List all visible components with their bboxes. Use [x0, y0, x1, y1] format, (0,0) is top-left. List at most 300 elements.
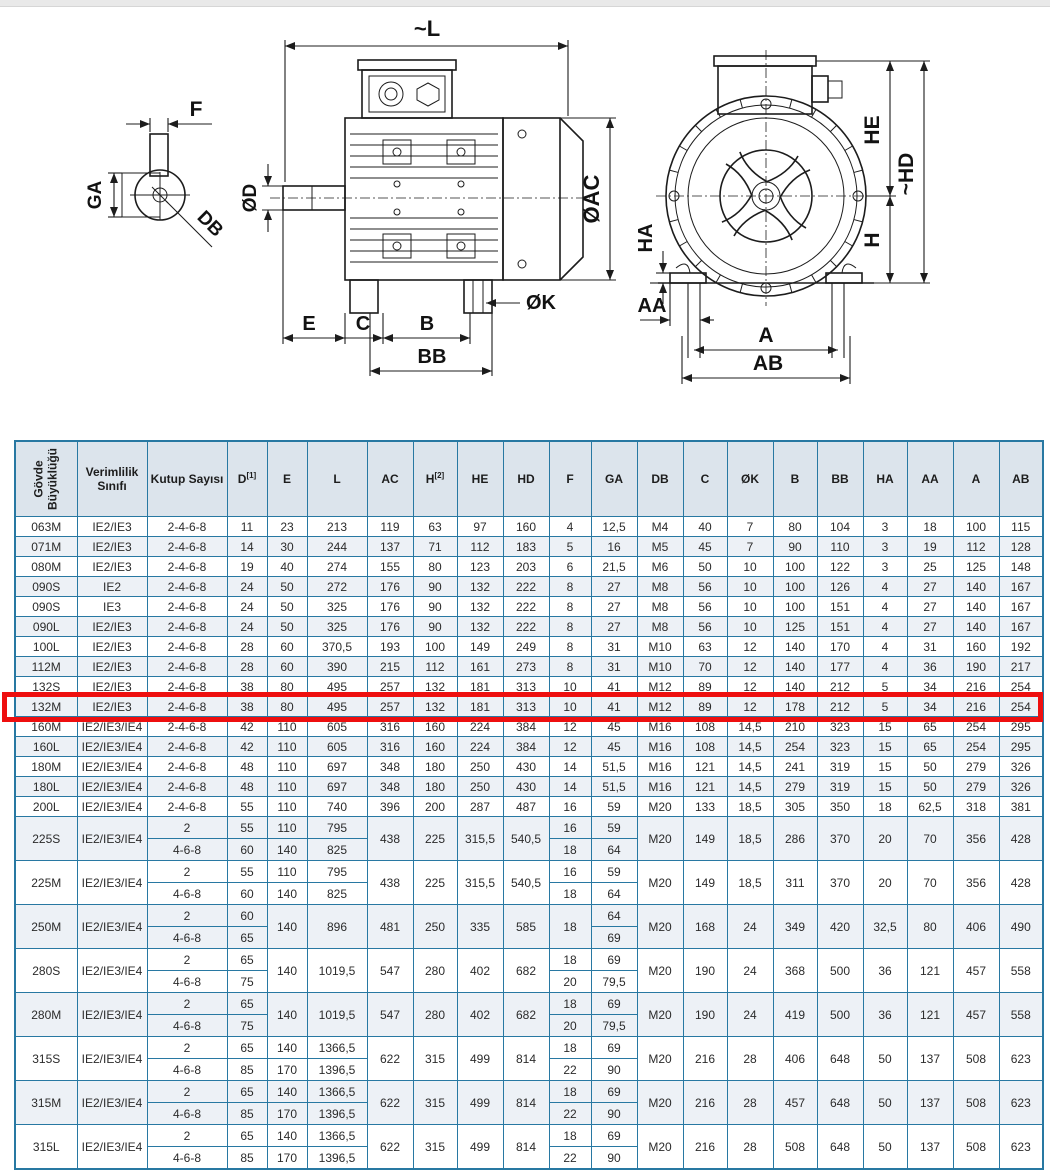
table-cell: 31 [591, 637, 637, 657]
table-cell: 323 [817, 717, 863, 737]
table-cell: 216 [953, 677, 999, 697]
table-cell: 176 [367, 617, 413, 637]
table-cell: 100 [773, 557, 817, 577]
table-cell: 254 [953, 717, 999, 737]
table-cell: 250 [413, 905, 457, 949]
table-cell: 121 [907, 949, 953, 993]
table-cell: 254 [773, 737, 817, 757]
table-cell: 80 [773, 517, 817, 537]
table-cell: 80 [267, 697, 307, 717]
table-cell: 14 [549, 777, 591, 797]
table-cell: 4 [863, 657, 907, 677]
table-cell: 3 [863, 537, 907, 557]
table-cell: 326 [999, 757, 1043, 777]
cell-efficiency-class: IE2/IE3 [77, 517, 147, 537]
table-cell: 438 [367, 861, 413, 905]
cell-pole-count: 4-6-8 [147, 1103, 227, 1125]
table-cell: 315,5 [457, 861, 503, 905]
table-cell: 137 [907, 1125, 953, 1170]
table-cell: 257 [367, 697, 413, 717]
table-cell: M12 [637, 677, 683, 697]
table-cell: 65 [227, 1037, 267, 1059]
table-row-200l [15, 797, 1043, 817]
table-row-180m [15, 757, 1043, 777]
dim-label-ga: GA [85, 180, 106, 210]
table-cell: 110 [267, 717, 307, 737]
table-cell: 402 [457, 993, 503, 1037]
table-row-315l [15, 1125, 1043, 1147]
table-cell: 28 [727, 1037, 773, 1081]
cell-frame-size: 090S [15, 597, 77, 617]
table-cell: M20 [637, 1081, 683, 1125]
table-cell: 14,5 [727, 737, 773, 757]
col-header-gövde-büyüklüğü [15, 441, 77, 517]
table-cell: 75 [227, 971, 267, 993]
table-cell: 20 [863, 861, 907, 905]
cell-pole-count: 2 [147, 817, 227, 839]
table-cell: M8 [637, 617, 683, 637]
table-cell: M12 [637, 697, 683, 717]
table-cell: 682 [503, 949, 549, 993]
table-row-112m [15, 657, 1043, 677]
motor-side-view-drawing [240, 16, 616, 376]
table-cell: M20 [637, 905, 683, 949]
table-cell: 181 [457, 697, 503, 717]
table-cell: 36 [863, 993, 907, 1037]
table-cell: 34 [907, 677, 953, 697]
table-cell: 38 [227, 697, 267, 717]
cell-frame-size: 090S [15, 577, 77, 597]
table-cell: 115 [999, 517, 1043, 537]
table-cell: 64 [591, 905, 637, 927]
table-cell: M20 [637, 1037, 683, 1081]
table-cell: 110 [267, 861, 307, 883]
table-cell: 12 [727, 637, 773, 657]
table-cell: 4 [863, 577, 907, 597]
table-body [15, 517, 1043, 1170]
table-cell: 63 [683, 637, 727, 657]
table-cell: 27 [591, 577, 637, 597]
dim-label-he: HE [861, 115, 884, 145]
table-cell: 558 [999, 993, 1043, 1037]
table-cell: 10 [549, 677, 591, 697]
table-cell: 132 [457, 597, 503, 617]
table-cell: 140 [267, 1125, 307, 1147]
table-cell: 38 [227, 677, 267, 697]
table-cell: 104 [817, 517, 863, 537]
table-cell: 90 [773, 537, 817, 557]
table-cell: 133 [683, 797, 727, 817]
table-cell: 315 [413, 1037, 457, 1081]
table-cell: 40 [683, 517, 727, 537]
table-cell: 558 [999, 949, 1043, 993]
table-cell: M6 [637, 557, 683, 577]
table-cell: 27 [907, 597, 953, 617]
table-cell: 85 [227, 1059, 267, 1081]
table-cell: 287 [457, 797, 503, 817]
table-cell: 313 [503, 677, 549, 697]
table-cell: 305 [773, 797, 817, 817]
table-cell: 85 [227, 1103, 267, 1125]
table-cell: 500 [817, 993, 863, 1037]
table-cell: 279 [773, 777, 817, 797]
table-cell: 12 [727, 657, 773, 677]
table-cell: 7 [727, 537, 773, 557]
cell-efficiency-class: IE2/IE3/IE4 [77, 797, 147, 817]
col-header--k: ØK [727, 441, 773, 517]
table-cell: 1396,5 [307, 1059, 367, 1081]
table-cell: 203 [503, 557, 549, 577]
col-header-e: E [267, 441, 307, 517]
table-cell: 24 [227, 617, 267, 637]
table-cell: 508 [953, 1081, 999, 1125]
table-cell: M5 [637, 537, 683, 557]
cell-efficiency-class: IE2/IE3/IE4 [77, 757, 147, 777]
table-cell: 244 [307, 537, 367, 557]
table-cell: M10 [637, 657, 683, 677]
table-cell: 10 [549, 697, 591, 717]
table-cell: 132 [413, 677, 457, 697]
table-cell: 25 [907, 557, 953, 577]
table-cell: 295 [999, 717, 1043, 737]
table-cell: M16 [637, 737, 683, 757]
motor-front-view-drawing [635, 50, 930, 384]
cell-efficiency-class: IE2/IE3/IE4 [77, 1125, 147, 1170]
table-cell: 623 [999, 1125, 1043, 1170]
table-cell: 18,5 [727, 797, 773, 817]
table-cell: 216 [683, 1125, 727, 1170]
table-cell: 313 [503, 697, 549, 717]
table-cell: 28 [227, 637, 267, 657]
table-cell: 212 [817, 677, 863, 697]
table-cell: 622 [367, 1037, 413, 1081]
table-cell: 370 [817, 817, 863, 861]
table-cell: 10 [727, 597, 773, 617]
table-cell: 56 [683, 597, 727, 617]
table-cell: 697 [307, 757, 367, 777]
table-cell: 225 [413, 861, 457, 905]
table-cell: 216 [953, 697, 999, 717]
table-cell: 24 [727, 905, 773, 949]
table-cell: 18 [549, 883, 591, 905]
cell-frame-size: 090L [15, 617, 77, 637]
table-cell: 213 [307, 517, 367, 537]
col-header-db: DB [637, 441, 683, 517]
table-cell: 50 [863, 1081, 907, 1125]
table-cell: 85 [227, 1147, 267, 1170]
table-cell: 50 [267, 577, 307, 597]
cell-frame-size: 315M [15, 1081, 77, 1125]
cell-efficiency-class: IE2/IE3/IE4 [77, 861, 147, 905]
table-cell: 149 [683, 817, 727, 861]
cell-pole-count: 2 [147, 949, 227, 971]
table-cell: 1366,5 [307, 1037, 367, 1059]
cell-pole-count: 2-4-6-8 [147, 637, 227, 657]
table-cell: 316 [367, 737, 413, 757]
table-cell: 315 [413, 1081, 457, 1125]
table-cell: 224 [457, 737, 503, 757]
table-cell: 97 [457, 517, 503, 537]
table-cell: 5 [863, 697, 907, 717]
table-cell: 64 [591, 839, 637, 861]
table-cell: 10 [727, 557, 773, 577]
table-cell: 420 [817, 905, 863, 949]
header-row [15, 441, 1043, 517]
cell-frame-size: 112M [15, 657, 77, 677]
table-cell: 250 [457, 777, 503, 797]
table-cell: 428 [999, 861, 1043, 905]
table-cell: 60 [267, 657, 307, 677]
table-cell: 31 [907, 637, 953, 657]
col-header-b: B [773, 441, 817, 517]
cell-efficiency-class: IE2/IE3/IE4 [77, 1037, 147, 1081]
table-row-071m [15, 537, 1043, 557]
table-cell: 89 [683, 697, 727, 717]
table-cell: M8 [637, 577, 683, 597]
cell-efficiency-class: IE2/IE3 [77, 537, 147, 557]
table-cell: 69 [591, 993, 637, 1015]
table-cell: 190 [683, 949, 727, 993]
table-cell: 112 [457, 537, 503, 557]
table-cell: 547 [367, 993, 413, 1037]
table-cell: 30 [267, 537, 307, 557]
table-cell: 65 [227, 993, 267, 1015]
table-cell: 390 [307, 657, 367, 677]
cell-efficiency-class: IE2/IE3 [77, 697, 147, 717]
table-cell: 137 [367, 537, 413, 557]
table-cell: 132 [457, 577, 503, 597]
table-cell: 60 [227, 905, 267, 927]
table-cell: 148 [999, 557, 1043, 577]
table-cell: 110 [267, 737, 307, 757]
table-cell: 280 [413, 993, 457, 1037]
table-cell: 279 [953, 757, 999, 777]
table-cell: 814 [503, 1037, 549, 1081]
table-cell: 319 [817, 777, 863, 797]
table-row-090l [15, 617, 1043, 637]
table-cell: 623 [999, 1037, 1043, 1081]
table-cell: 499 [457, 1081, 503, 1125]
table-cell: M16 [637, 717, 683, 737]
table-cell: 65 [907, 737, 953, 757]
dim-label-ha: HA [635, 223, 657, 253]
table-cell: 27 [591, 617, 637, 637]
table-cell: 349 [773, 905, 817, 949]
table-cell: 110 [267, 777, 307, 797]
table-cell: 814 [503, 1125, 549, 1170]
table-cell: 190 [683, 993, 727, 1037]
table-cell: 140 [773, 637, 817, 657]
table-cell: 151 [817, 597, 863, 617]
table-cell: 499 [457, 1037, 503, 1081]
table-cell: 55 [227, 797, 267, 817]
table-cell: 697 [307, 777, 367, 797]
table-cell: 36 [907, 657, 953, 677]
table-cell: 56 [683, 617, 727, 637]
table-cell: 5 [863, 677, 907, 697]
table-cell: 50 [907, 757, 953, 777]
cell-efficiency-class: IE2/IE3/IE4 [77, 905, 147, 949]
table-cell: 16 [549, 861, 591, 883]
cell-pole-count: 2-4-6-8 [147, 617, 227, 637]
cell-frame-size: 080M [15, 557, 77, 577]
table-cell: 430 [503, 757, 549, 777]
cell-efficiency-class: IE2/IE3 [77, 657, 147, 677]
dim-label-c: C [355, 313, 371, 335]
table-cell: 457 [953, 993, 999, 1037]
table-cell: 318 [953, 797, 999, 817]
table-cell: 896 [307, 905, 367, 949]
table-cell: 34 [907, 697, 953, 717]
table-cell: 10 [727, 577, 773, 597]
table-cell: 216 [683, 1081, 727, 1125]
dim-label-ab: AB [752, 352, 784, 375]
table-cell: 215 [367, 657, 413, 677]
table-cell: 112 [953, 537, 999, 557]
table-cell: 311 [773, 861, 817, 905]
table-cell: 155 [367, 557, 413, 577]
table-cell: 508 [773, 1125, 817, 1170]
table-cell: 112 [413, 657, 457, 677]
cell-pole-count: 2-4-6-8 [147, 757, 227, 777]
table-row-250m [15, 905, 1043, 927]
cell-efficiency-class: IE2/IE3/IE4 [77, 1081, 147, 1125]
table-cell: 140 [267, 839, 307, 861]
table-cell: 59 [591, 817, 637, 839]
table-cell: 1019,5 [307, 993, 367, 1037]
table-cell: 222 [503, 577, 549, 597]
table-row-225s [15, 817, 1043, 839]
table-cell: 5 [549, 537, 591, 557]
table-cell: 65 [227, 1081, 267, 1103]
table-cell: 60 [227, 883, 267, 905]
table-cell: 795 [307, 861, 367, 883]
table-cell: 430 [503, 777, 549, 797]
table-cell: 126 [817, 577, 863, 597]
table-cell: M20 [637, 861, 683, 905]
table-cell: 335 [457, 905, 503, 949]
table-cell: 254 [999, 677, 1043, 697]
table-cell: 396 [367, 797, 413, 817]
table-cell: 140 [267, 949, 307, 993]
table-cell: M16 [637, 777, 683, 797]
table-cell: 8 [549, 657, 591, 677]
table-cell: 19 [907, 537, 953, 557]
table-cell: 540,5 [503, 817, 549, 861]
table-cell: 100 [773, 597, 817, 617]
table-cell: 3 [863, 557, 907, 577]
table-cell: 50 [863, 1037, 907, 1081]
table-cell: 547 [367, 949, 413, 993]
table-cell: 508 [953, 1037, 999, 1081]
col-header-l: L [307, 441, 367, 517]
table-cell: 272 [307, 577, 367, 597]
table-cell: 132 [413, 697, 457, 717]
table-cell: 125 [953, 557, 999, 577]
table-cell: 40 [267, 557, 307, 577]
table-cell: 190 [953, 657, 999, 677]
table-cell: 216 [683, 1037, 727, 1081]
table-cell: 48 [227, 757, 267, 777]
cell-pole-count: 4-6-8 [147, 1015, 227, 1037]
dim-label-hd: ~HD [895, 152, 918, 196]
table-cell: 181 [457, 677, 503, 697]
table-cell: 51,5 [591, 777, 637, 797]
table-row-280m [15, 993, 1043, 1015]
table-cell: 323 [817, 737, 863, 757]
table-cell: 605 [307, 737, 367, 757]
table-cell: 22 [549, 1103, 591, 1125]
dim-label-a: A [758, 324, 774, 347]
table-cell: 69 [591, 927, 637, 949]
table-cell: 51,5 [591, 757, 637, 777]
table-cell: 149 [457, 637, 503, 657]
table-cell: 160 [953, 637, 999, 657]
table-cell: 128 [999, 537, 1043, 557]
table-cell: 140 [267, 905, 307, 949]
table-cell: 69 [591, 1081, 637, 1103]
table-cell: 8 [549, 597, 591, 617]
table-cell: 795 [307, 817, 367, 839]
table-cell: 740 [307, 797, 367, 817]
table-cell: 24 [727, 993, 773, 1037]
table-row-225m [15, 861, 1043, 883]
table-cell: 18 [549, 905, 591, 949]
dim-label-od: ØD [240, 183, 261, 213]
table-cell: 70 [683, 657, 727, 677]
table-cell: 319 [817, 757, 863, 777]
cell-efficiency-class: IE2 [77, 577, 147, 597]
cell-efficiency-class: IE2/IE3/IE4 [77, 817, 147, 861]
table-cell: 20 [549, 1015, 591, 1037]
table-cell: 140 [953, 597, 999, 617]
cell-efficiency-class: IE3 [77, 597, 147, 617]
table-cell: 15 [863, 757, 907, 777]
table-cell: 50 [863, 1125, 907, 1170]
shaft-key-detail-drawing [85, 98, 227, 247]
table-cell: 8 [549, 617, 591, 637]
table-cell: 50 [267, 617, 307, 637]
cell-frame-size: 180L [15, 777, 77, 797]
table-cell: 192 [999, 637, 1043, 657]
dim-label-b: B [419, 313, 435, 335]
table-cell: 121 [683, 777, 727, 797]
dim-label-e: E [302, 313, 316, 335]
table-row-132s [15, 677, 1043, 697]
table-cell: 325 [307, 617, 367, 637]
table-cell: 18 [549, 1081, 591, 1103]
table-cell: 15 [863, 777, 907, 797]
table-cell: 7 [727, 517, 773, 537]
col-header-aa: AA [907, 441, 953, 517]
table-cell: 222 [503, 597, 549, 617]
table-row-160m [15, 717, 1043, 737]
table-cell: 368 [773, 949, 817, 993]
table-cell: 14 [549, 757, 591, 777]
table-cell: 79,5 [591, 1015, 637, 1037]
table-cell: 151 [817, 617, 863, 637]
table-cell: 56 [683, 577, 727, 597]
table-cell: 623 [999, 1081, 1043, 1125]
table-cell: 406 [773, 1037, 817, 1081]
table-cell: M20 [637, 949, 683, 993]
cell-frame-size: 132M [15, 697, 77, 717]
cell-pole-count: 2 [147, 1037, 227, 1059]
cell-frame-size: 315L [15, 1125, 77, 1170]
dim-label-f: F [189, 98, 203, 121]
table-cell: 402 [457, 949, 503, 993]
table-header [15, 441, 1043, 517]
